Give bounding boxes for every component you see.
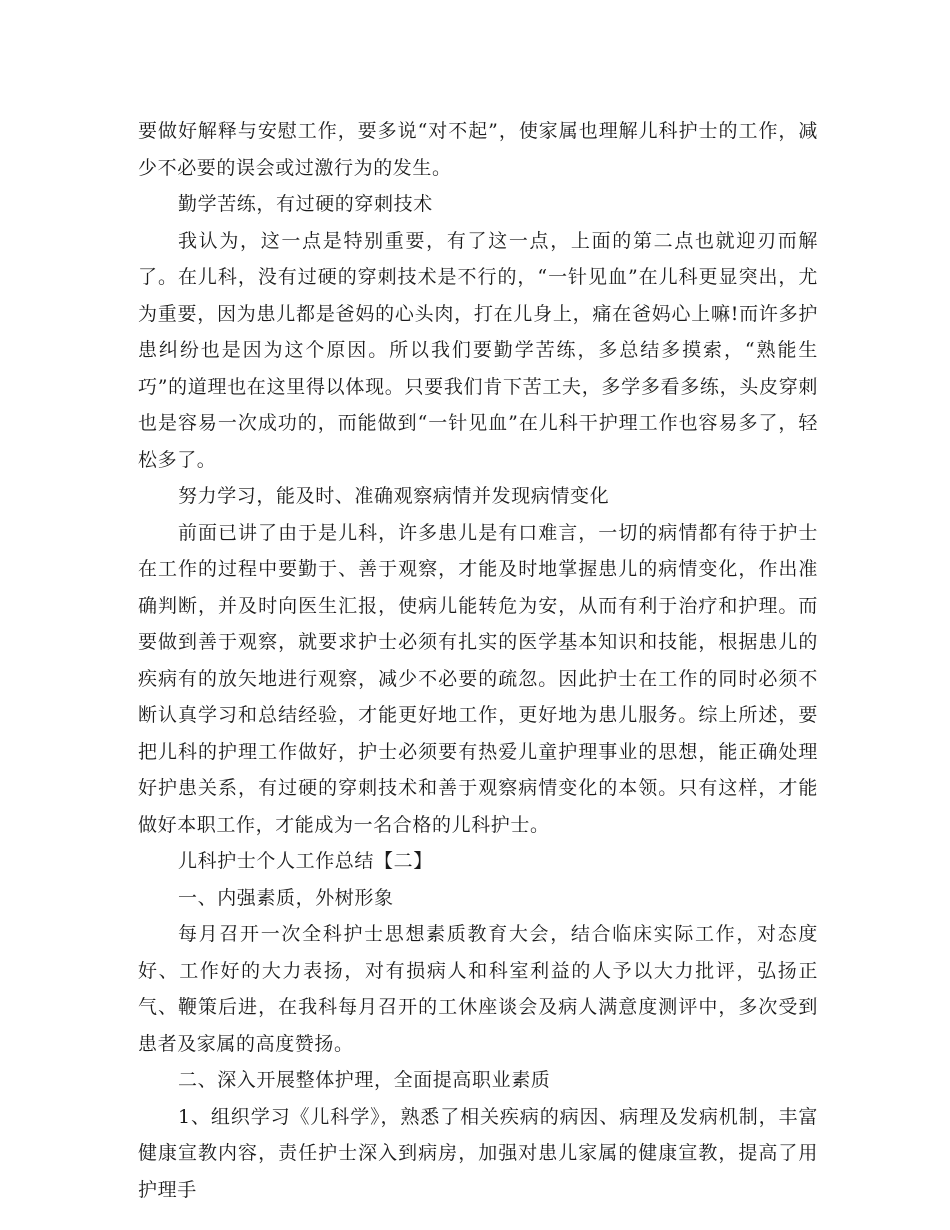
section-heading: 勤学苦练，有过硬的穿刺技术 — [178, 193, 433, 215]
section-heading: 二、深入开展整体护理，全面提高职业素质 — [178, 1069, 551, 1091]
section-heading: 儿科护士个人工作总结【二】 — [178, 850, 433, 872]
paragraph: 我认为，这一点是特别重要，有了这一点，上面的第二点也就迎刃而解了。在儿科，没有过硬的穿刺技术是不行的，“一针见血”在儿科更显突出，尤为重要，因为患儿都是爸妈的心头肉，打在儿身上，痛在爸妈心上嘛!而许多护患纠纷也是因为这个原因。所以我们要勤学苦练，多总结多摸索，“熟能生巧”的道理也在这里得以体现。只要我们肯下苦工夫，多学多看多练，头皮穿刺也是容易一次成功的，而能做到“一针见血”在儿科干护理工作也容易多了，轻松多了。 — [138, 229, 818, 471]
paragraph: 每月召开一次全科护士思想素质教育大会，结合临床实际工作，对态度好、工作好的大力表扬，对有损病人和科室利益的人予以大力批评，弘扬正气、鞭策后进，在我科每月召开的工休座谈会及病人满意度测评中，多次受到患者及家属的高度赞扬。 — [138, 923, 818, 1055]
paragraph: 前面已讲了由于是儿科，许多患儿是有口难言，一切的病情都有待于护士在工作的过程中要勤于、善于观察，才能及时地掌握患儿的病情变化，作出准确判断，并及时向医生汇报，使病儿能转危为安，从而有利于治疗和护理。而要做到善于观察，就要求护士必须有扎实的医学基本知识和技能，根据患儿的疾病有的放矢地进行观察，减少不必要的疏忽。因此护士在工作的同时必须不断认真学习和总结经验，才能更好地工作，更好地为患儿服务。综上所述，要把儿科的护理工作做好，护士必须要有热爱儿童护理事业的思想，能正确处理好护患关系，有过硬的穿刺技术和善于观察病情变化的本领。只有这样，才能做好本职工作，才能成为一名合格的儿科护士。 — [138, 521, 818, 836]
paragraph: 1、组织学习《儿科学》，熟悉了相关疾病的病因、病理及发病机制，丰富健康宣教内容，责任护士深入到病房，加强对患儿家属的健康宣教，提高了用护理手 — [138, 1105, 818, 1201]
document-body — [138, 113, 818, 1208]
paragraph: 要做好解释与安慰工作，要多说“对不起”，使家属也理解儿科护士的工作，减少不必要的误会或过激行为的发生。 — [138, 120, 818, 179]
section-heading: 一、内强素质，外树形象 — [178, 886, 394, 909]
section-heading: 努力学习，能及时、准确观察病情并发现病情变化 — [178, 485, 610, 507]
